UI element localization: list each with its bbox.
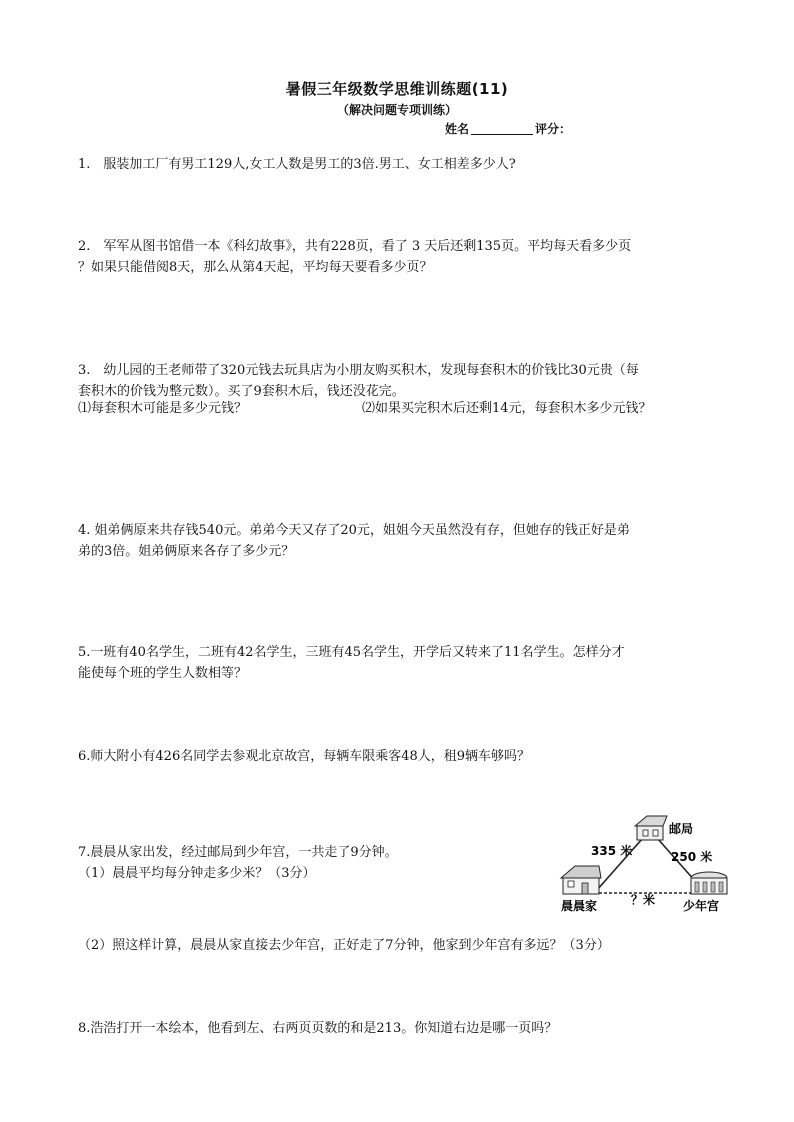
question-5 [78,642,718,684]
house-icon [561,866,601,894]
question-3-part-2: ⑵如果买完积木后还剩14元，每套积木多少元钱？ [362,401,652,416]
palace-label: 少年宫 [683,899,720,913]
question-line: 2. 军军从图书馆借一本《科幻故事》，共有228页，看了 3 天后还剩135页。平均每天看多少页 [78,239,632,254]
post-office-icon [635,816,667,840]
page-subtitle: （解决问题专项训练） [336,103,457,117]
question-line: （1）晨晨平均每分钟走多少米？（3分） [78,866,316,881]
route-diagram [555,808,740,918]
question-line: 弟的3倍。姐弟俩原来各存了多少元？ [78,544,295,559]
palace-icon [691,872,727,894]
post-office-label: 邮局 [669,822,694,836]
question-line: 4. 姐弟俩原来共存钱540元。弟弟今天又存了20元，姐姐今天虽然没有存，但她存的钱正好是弟 [78,523,630,538]
distance-home-post-label: 335 米 [591,844,633,858]
question-line: 1. 服装加工厂有男工129人,女工人数是男工的3倍.男工、女工相差多少人? [78,157,516,172]
home-label: 晨晨家 [561,899,598,913]
question-line: 套积木的价钱为整元数）。买了9套积木后，钱还没花完。 [78,384,405,399]
question-line: 7.晨晨从家出发，经过邮局到少年宫，一共走了9分钟。 [78,845,398,860]
question-line: 3. 幼儿园的王老师带了320元钱去玩具店为小朋友购买积木，发现每套积木的价钱比30元贵（每 [78,363,639,378]
question-line: 能使每个班的学生人数相等？ [78,666,248,681]
question-line: ？如果只能借阅8天，那么从第4天起，平均每天要看多少页？ [78,260,433,275]
question-7 [78,842,538,884]
question-4 [78,520,718,562]
name-score-line [445,120,571,137]
question-3 [78,360,718,402]
question-2 [78,236,718,278]
name-blank [471,122,533,135]
question-1 [78,154,718,175]
distance-post-palace-label: 250 米 [671,850,713,864]
question-3-part-1: ⑴每套积木可能是多少元钱？ [78,401,248,416]
page-title: 暑假三年级数学思维训练题(11) [285,80,509,98]
name-label: 姓名 [445,122,470,136]
question-6 [78,746,718,767]
question-7-part-2: （2）照这样计算，晨晨从家直接去少年宫，正好走了7分钟，他家到少年宫有多远？（3分） [78,938,610,953]
question-line: 5.一班有40名学生，二班有42名学生，三班有45名学生，开学后又转来了11名学生。怎样分才 [78,645,625,660]
distance-home-palace-label: ？米 [631,893,656,907]
score-label: 评分： [535,122,572,136]
question-8 [78,1018,718,1039]
question-line: 6.师大附小有426名同学去参观北京故宫，每辆车限乘客48人，租9辆车够吗？ [78,749,531,764]
question-line: 8.浩浩打开一本绘本，他看到左、右两页页数的和是213。你知道右边是哪一页吗？ [78,1021,558,1036]
